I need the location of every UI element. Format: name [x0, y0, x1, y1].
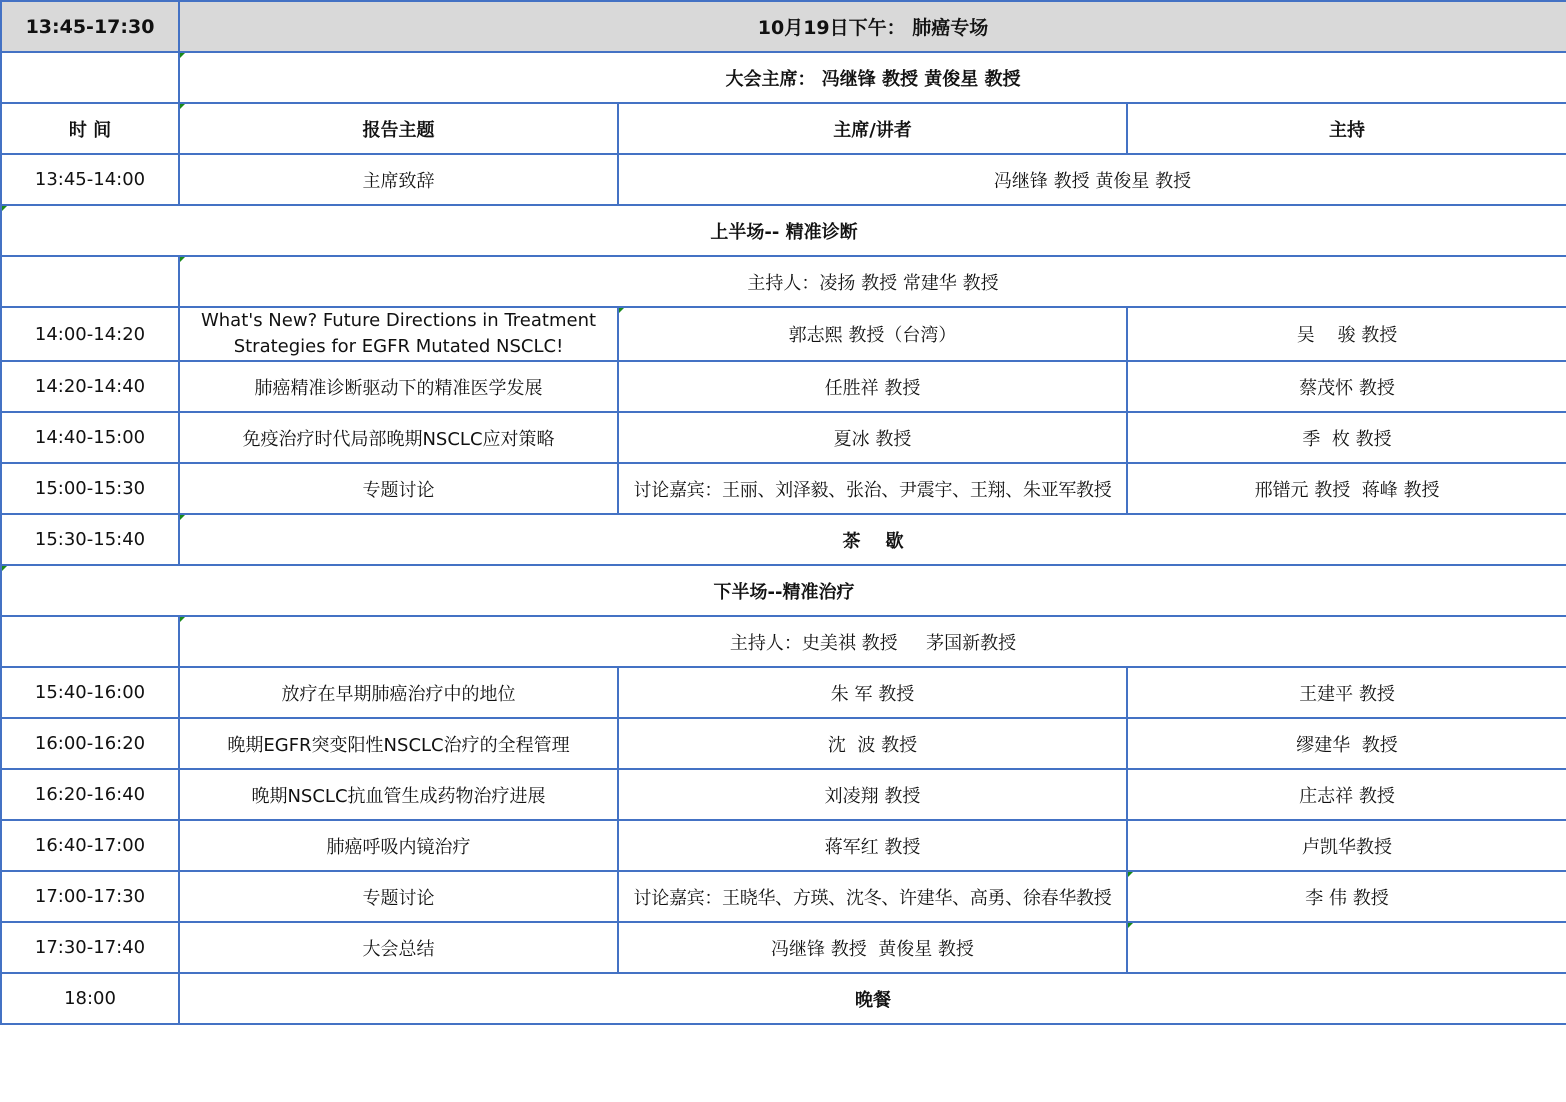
table-row — [1, 412, 1566, 463]
time-cell: 16:20-16:40 — [1, 769, 179, 820]
speaker-cell: 刘凌翔 教授 — [618, 769, 1127, 820]
empty-cell — [1, 256, 179, 307]
time-cell: 16:40-17:00 — [1, 820, 179, 871]
topic-cell: 晚期NSCLC抗血管生成药物治疗进展 — [179, 769, 618, 820]
moderators-row — [1, 256, 1566, 307]
column-header-time: 时 间 — [1, 103, 179, 154]
topic-cell: 肺癌精准诊断驱动下的精准医学发展 — [179, 361, 618, 412]
time-cell: 14:40-15:00 — [1, 412, 179, 463]
topic-cell: 专题讨论 — [179, 463, 618, 514]
time-cell: 15:30-15:40 — [1, 514, 179, 565]
session-title: 10月19日下午： 肺癌专场 — [179, 1, 1566, 52]
session-time: 13:45-17:30 — [1, 1, 179, 52]
host-cell: 蔡茂怀 教授 — [1127, 361, 1566, 412]
host-cell: 吴 骏 教授 — [1127, 307, 1566, 361]
tea-break-label: 茶 歇 — [179, 514, 1566, 565]
speaker-cell: 冯继锋 教授 黄俊星 教授 — [618, 922, 1127, 973]
speaker-cell: 夏冰 教授 — [618, 412, 1127, 463]
host-cell: 王建平 教授 — [1127, 667, 1566, 718]
topic-cell: 主席致辞 — [179, 154, 618, 205]
time-cell: 18:00 — [1, 973, 179, 1024]
moderators-second-half: 主持人：史美祺 教授 茅国新教授 — [179, 616, 1566, 667]
time-cell: 15:40-16:00 — [1, 667, 179, 718]
time-cell: 13:45-14:00 — [1, 154, 179, 205]
speaker-cell: 讨论嘉宾：王丽、刘泽毅、张治、尹震宇、王翔、朱亚军教授 — [618, 463, 1127, 514]
table-row — [1, 922, 1566, 973]
speaker-cell: 冯继锋 教授 黄俊星 教授 — [618, 154, 1566, 205]
topic-cell: 专题讨论 — [179, 871, 618, 922]
section-title-second-half: 下半场--精准治疗 — [1, 565, 1566, 616]
topic-cell: 放疗在早期肺癌治疗中的地位 — [179, 667, 618, 718]
section-row — [1, 205, 1566, 256]
host-cell: 季 枚 教授 — [1127, 412, 1566, 463]
topic-cell: 晚期EGFR突变阳性NSCLC治疗的全程管理 — [179, 718, 618, 769]
header-row — [1, 1, 1566, 52]
speaker-cell: 朱 军 教授 — [618, 667, 1127, 718]
host-cell: 卢凯华教授 — [1127, 820, 1566, 871]
speaker-cell: 蒋军红 教授 — [618, 820, 1127, 871]
table-row — [1, 871, 1566, 922]
time-cell: 14:20-14:40 — [1, 361, 179, 412]
moderators-row — [1, 616, 1566, 667]
dinner-row — [1, 973, 1566, 1024]
table-row — [1, 463, 1566, 514]
column-header-host: 主持 — [1127, 103, 1566, 154]
topic-cell: What's New? Future Directions in Treatment Strategies for EGFR Mutated NSCLC! — [179, 307, 618, 361]
conference-chairs: 大会主席： 冯继锋 教授 黄俊星 教授 — [179, 52, 1566, 103]
host-cell: 缪建华 教授 — [1127, 718, 1566, 769]
speaker-cell: 讨论嘉宾：王晓华、方瑛、沈冬、许建华、高勇、徐春华教授 — [618, 871, 1127, 922]
table-row — [1, 667, 1566, 718]
break-row — [1, 514, 1566, 565]
column-header-topic: 报告主题 — [179, 103, 618, 154]
empty-cell — [1, 616, 179, 667]
dinner-label: 晚餐 — [179, 973, 1566, 1024]
time-cell: 17:00-17:30 — [1, 871, 179, 922]
column-header-speaker: 主席/讲者 — [618, 103, 1127, 154]
table-row — [1, 307, 1566, 361]
time-cell: 14:00-14:20 — [1, 307, 179, 361]
host-cell: 李 伟 教授 — [1127, 871, 1566, 922]
time-cell: 15:00-15:30 — [1, 463, 179, 514]
section-row — [1, 565, 1566, 616]
topic-cell: 免疫治疗时代局部晚期NSCLC应对策略 — [179, 412, 618, 463]
time-cell: 17:30-17:40 — [1, 922, 179, 973]
topic-cell: 肺癌呼吸内镜治疗 — [179, 820, 618, 871]
chairs-row — [1, 52, 1566, 103]
table-row — [1, 361, 1566, 412]
table-row — [1, 154, 1566, 205]
moderators-first-half: 主持人：凌扬 教授 常建华 教授 — [179, 256, 1566, 307]
host-cell — [1127, 922, 1566, 973]
empty-cell — [1, 52, 179, 103]
host-cell: 庄志祥 教授 — [1127, 769, 1566, 820]
table-row — [1, 769, 1566, 820]
speaker-cell: 沈 波 教授 — [618, 718, 1127, 769]
host-cell: 邢镨元 教授 蒋峰 教授 — [1127, 463, 1566, 514]
table-row — [1, 820, 1566, 871]
column-header-row — [1, 103, 1566, 154]
time-cell: 16:00-16:20 — [1, 718, 179, 769]
table-row — [1, 718, 1566, 769]
speaker-cell: 郭志熙 教授（台湾） — [618, 307, 1127, 361]
speaker-cell: 任胜祥 教授 — [618, 361, 1127, 412]
section-title-first-half: 上半场-- 精准诊断 — [1, 205, 1566, 256]
topic-cell: 大会总结 — [179, 922, 618, 973]
